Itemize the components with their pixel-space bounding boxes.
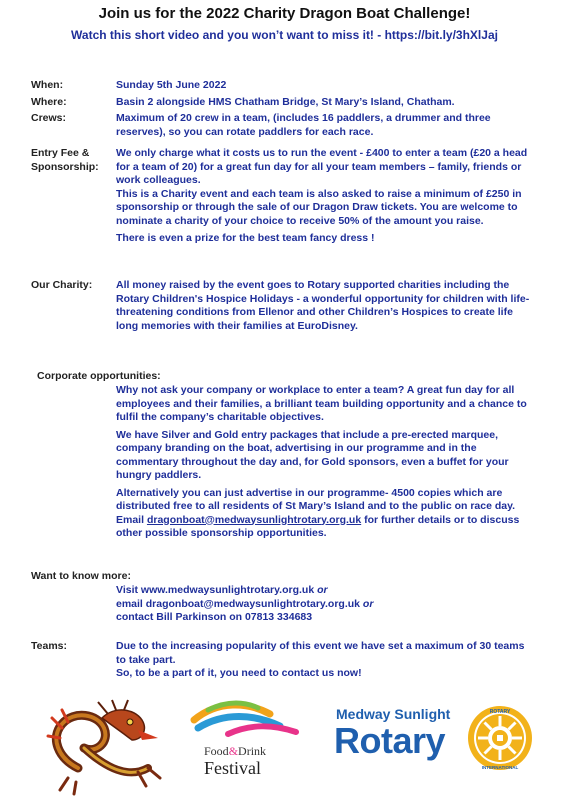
festival-ampersand: & (228, 744, 239, 758)
or-text-1: or (317, 584, 328, 596)
ring-text-top: ROTARY (489, 709, 511, 715)
page-title: Join us for the 2022 Charity Dragon Boat Challenge! (98, 5, 471, 22)
entry-label (31, 147, 99, 174)
corporate-label: Corporate opportunities: (37, 370, 161, 382)
visit-line (116, 584, 536, 598)
crews-label: Crews: (31, 112, 67, 124)
contact-email-link[interactable]: email dragonboat@medwaysunlightrotary.org.uk (116, 597, 360, 610)
festival-drink-text: Drink (238, 744, 267, 758)
teams-label: Teams: (31, 640, 67, 652)
more-value (116, 584, 536, 625)
or-text-2: or (362, 597, 374, 610)
corporate-paragraph-3 (116, 487, 536, 541)
where-value: Basin 2 alongside HMS Chatham Bridge, St Mary’s Island, Chatham. (116, 96, 455, 108)
festival-word: Festival (204, 758, 261, 778)
food-drink-festival-logo (188, 696, 308, 796)
dragon-illustration (38, 698, 168, 796)
rotary-wordmark: Rotary (334, 720, 446, 761)
ring-text-bottom: INTERNATIONAL (481, 765, 519, 770)
logo-strip (0, 690, 569, 800)
entry-paragraph-2: This is a Charity event and each team is also asked to raise a minimum of £250 in sponsorship or through the sale of our Dragon Draw tickets. You are welcome to nominate a charity of your choice to receive 50% of the amount you raise. (116, 187, 522, 227)
more-label: Want to know more: (31, 570, 131, 582)
email-line (116, 598, 536, 612)
sponsor-email-link[interactable]: dragonboat@medwaysunlightrotary.org.uk (146, 513, 362, 526)
teams-paragraph-1: Due to the increasing popularity of this event we have set a maximum of 30 teams to take part. (116, 640, 525, 666)
festival-name-line1 (204, 744, 304, 759)
where-label: Where: (31, 96, 67, 108)
charity-label: Our Charity: (31, 279, 93, 291)
contact-line: contact Bill Parkinson on 07813 334683 (116, 611, 313, 623)
entry-label-line2: Sponsorship: (31, 160, 99, 173)
corporate-paragraph-2: We have Silver and Gold entry packages that include a pre-erected marquee, company branding on the boat, advertising in our programme and in the commentary throughout the day and, for Gold sponsors, even a buffet for your hungry paddlers. (116, 428, 509, 481)
teams-paragraph-2: So, to be a part of it, you need to contact us now! (116, 667, 362, 679)
corporate-p3-text-a: Alternatively you can just advertise in our programme- 4500 copies which are distributed free to all residents of St Mary’s Island and to the public on race day. Email (116, 486, 516, 526)
festival-swoosh-graphic (188, 696, 308, 738)
entry-value (116, 147, 536, 250)
video-link-line: Watch this short video and you won’t want to miss it! - https://bit.ly/3hXlJaj (71, 28, 498, 42)
corporate-value (116, 384, 536, 545)
festival-food-text: Food (204, 744, 229, 758)
entry-label-line1: Entry Fee & (31, 147, 90, 159)
club-name: Medway Sunlight (336, 706, 451, 722)
corporate-p3-text-b: for further details or to discuss other possible sponsorship opportunities. (116, 513, 520, 539)
entry-paragraph-3: There is even a prize for the best team fancy dress ! (116, 232, 375, 244)
website-link[interactable]: Visit www.medwaysunlightrotary.org.uk (116, 584, 315, 596)
when-value: Sunday 5th June 2022 (116, 79, 227, 91)
charity-value: All money raised by the event goes to Rotary supported charities including the Rotary Children's Hospice Holidays - a wonderful opportunity for children with life-threatening conditions from Ellenor and other Children’s Hospices to create life long memories with their families at EuroDisney. (116, 279, 530, 332)
entry-paragraph-1: We only charge what it costs us to run the event - £400 to enter a team (£20 a head for a team of 20) for a great fun day for all your team members – family, friends or work colleagues. (116, 147, 528, 186)
when-label: When: (31, 79, 64, 91)
crews-value: Maximum of 20 crew in a team, (includes 16 paddlers, a drummer and three reserves), so you can rotate paddlers for each race. (116, 112, 491, 138)
teams-value (116, 640, 536, 681)
corporate-paragraph-1: Why not ask your company or workplace to enter a team? A great fun day for all employees and their families, a brilliant team building opportunity and a chance to fulfil the company’s charitable objectives. (116, 384, 527, 423)
rotary-wheel-icon (466, 704, 534, 772)
